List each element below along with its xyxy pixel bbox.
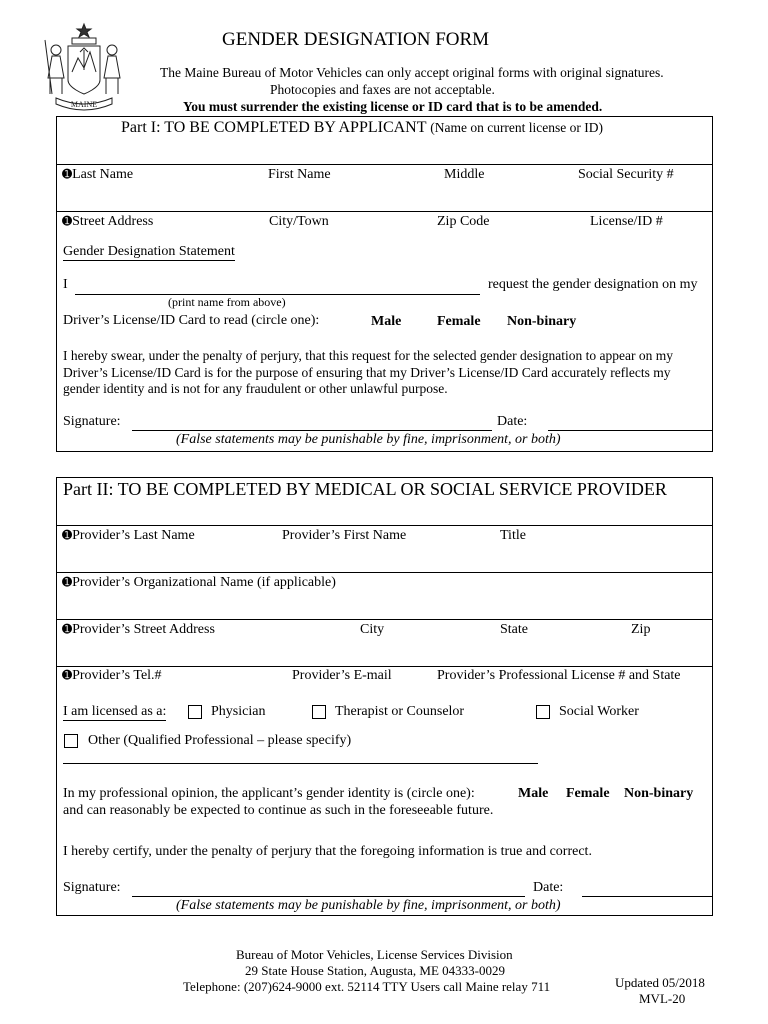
bullet-icon: ➊ — [62, 575, 73, 589]
street-address-text: Street Address — [72, 214, 154, 229]
city-town-label: City/Town — [269, 214, 329, 229]
street-address-label — [62, 214, 153, 230]
divider — [56, 164, 713, 165]
social-worker-checkbox[interactable] — [536, 705, 550, 719]
form-title: GENDER DESIGNATION FORM — [222, 29, 490, 50]
bullet-icon: ➊ — [62, 214, 73, 228]
footer-line-2: 29 State House Station, Augusta, ME 04333-0029 — [245, 963, 505, 978]
licensed-as-label: I am licensed as a: — [63, 704, 167, 719]
provider-option-male[interactable]: Male — [518, 786, 549, 801]
option-male[interactable]: Male — [371, 314, 402, 329]
footer-line-3: Telephone: (207)624-9000 ext. 52114 TTY Users call Maine relay 711 — [183, 979, 551, 994]
provider-signature-label: Signature: — [63, 880, 121, 895]
certify-text: I hereby certify, under the penalty of perjury that the foregoing information is true and correct. — [63, 844, 592, 859]
footer-line-1: Bureau of Motor Vehicles, License Services Division — [236, 947, 513, 962]
divider — [56, 619, 713, 620]
therapist-checkbox[interactable] — [312, 705, 326, 719]
divider — [56, 525, 713, 526]
social-worker-label: Social Worker — [559, 704, 639, 719]
last-name-label — [62, 167, 133, 183]
updated-date: Updated 05/2018 — [615, 975, 705, 990]
false-statement-note: (False statements may be punishable by fine, imprisonment, or both) — [176, 432, 561, 447]
provider-option-non-binary[interactable]: Non-binary — [624, 786, 694, 801]
provider-tel-label — [62, 668, 162, 684]
i-label: I — [63, 277, 68, 292]
request-text: request the gender designation on my — [488, 277, 698, 292]
zip-code-label: Zip Code — [437, 214, 490, 229]
divider — [56, 666, 713, 667]
provider-zip-label: Zip — [631, 622, 651, 637]
divider — [56, 572, 713, 573]
physician-label: Physician — [211, 704, 266, 719]
therapist-label: Therapist or Counselor — [335, 704, 465, 719]
option-female[interactable]: Female — [437, 314, 481, 329]
date-line[interactable] — [548, 430, 712, 431]
first-name-label: First Name — [268, 167, 331, 182]
continue-text: and can reasonably be expected to continue as such in the foreseeable future. — [63, 803, 494, 818]
last-name-text: Last Name — [72, 167, 134, 182]
provider-date-label: Date: — [533, 880, 564, 895]
surrender-notice: You must surrender the existing license or ID card that is to be amended. — [183, 99, 603, 114]
bullet-icon: ➊ — [62, 668, 73, 682]
option-non-binary[interactable]: Non-binary — [507, 314, 577, 329]
bullet-icon: ➊ — [62, 528, 73, 542]
provider-option-female[interactable]: Female — [566, 786, 610, 801]
bullet-icon: ➊ — [62, 167, 73, 181]
provider-title-label: Title — [500, 528, 526, 543]
provider-city-label: City — [360, 622, 385, 637]
provider-org-text: Provider’s Organizational Name (if applicable) — [72, 575, 336, 590]
physician-checkbox[interactable] — [188, 705, 202, 719]
provider-last-name-label — [62, 528, 195, 544]
provider-license-label: Provider’s Professional License # and State — [437, 668, 681, 683]
bullet-icon: ➊ — [62, 622, 73, 636]
provider-street-text: Provider’s Street Address — [72, 622, 215, 637]
maine-state-seal — [42, 20, 126, 112]
swear-statement: I hereby swear, under the penalty of perjury, that this request for the selected gender designation to appear on my Driver’s License/ID Card is for the purpose of ensuring that my Driver’s License/ID Card accurately reflects my gender identity and is not for any fraudulent or other unlawful purpose. — [63, 348, 673, 396]
provider-tel-text: Provider’s Tel.# — [72, 668, 162, 683]
provider-first-name-label: Provider’s First Name — [282, 528, 407, 543]
provider-signature-line[interactable] — [132, 896, 525, 897]
provider-org-label — [62, 575, 336, 591]
other-label: Other (Qualified Professional – please specify) — [88, 733, 352, 748]
date-label: Date: — [497, 414, 528, 429]
part2-heading: Part II: TO BE COMPLETED BY MEDICAL OR SOCIAL SERVICE PROVIDER — [63, 479, 667, 499]
provider-date-line[interactable] — [582, 896, 712, 897]
provider-state-label: State — [500, 622, 528, 637]
ssn-label: Social Security # — [578, 167, 674, 182]
middle-label: Middle — [444, 167, 485, 182]
opinion-text: In my professional opinion, the applicant’s gender identity is (circle one): — [63, 786, 475, 801]
other-specify-line[interactable] — [63, 763, 538, 764]
seal-banner-text: MAINE — [70, 100, 98, 109]
part1-heading — [121, 119, 603, 137]
provider-street-label — [62, 622, 215, 638]
form-id: MVL-20 — [639, 991, 686, 1006]
other-checkbox[interactable] — [64, 734, 78, 748]
photocopies-notice: Photocopies and faxes are not acceptable. — [270, 82, 495, 97]
divider — [56, 211, 713, 212]
original-forms-notice: The Maine Bureau of Motor Vehicles can only accept original forms with original signatures. — [160, 65, 664, 80]
provider-email-label: Provider’s E-mail — [292, 668, 392, 683]
provider-last-name-text: Provider’s Last Name — [72, 528, 195, 543]
license-id-label: License/ID # — [590, 214, 663, 229]
circle-one-label: Driver’s License/ID Card to read (circle one): — [63, 313, 320, 328]
provider-false-statement-note: (False statements may be punishable by fine, imprisonment, or both) — [176, 898, 561, 913]
part1-heading-text: Part I: TO BE COMPLETED BY APPLICANT — [121, 119, 427, 136]
print-name-hint: (print name from above) — [168, 295, 286, 309]
signature-label: Signature: — [63, 414, 121, 429]
signature-line[interactable] — [132, 430, 492, 431]
statement-heading: Gender Designation Statement — [63, 244, 235, 259]
part1-heading-note: (Name on current license or ID) — [430, 120, 604, 135]
